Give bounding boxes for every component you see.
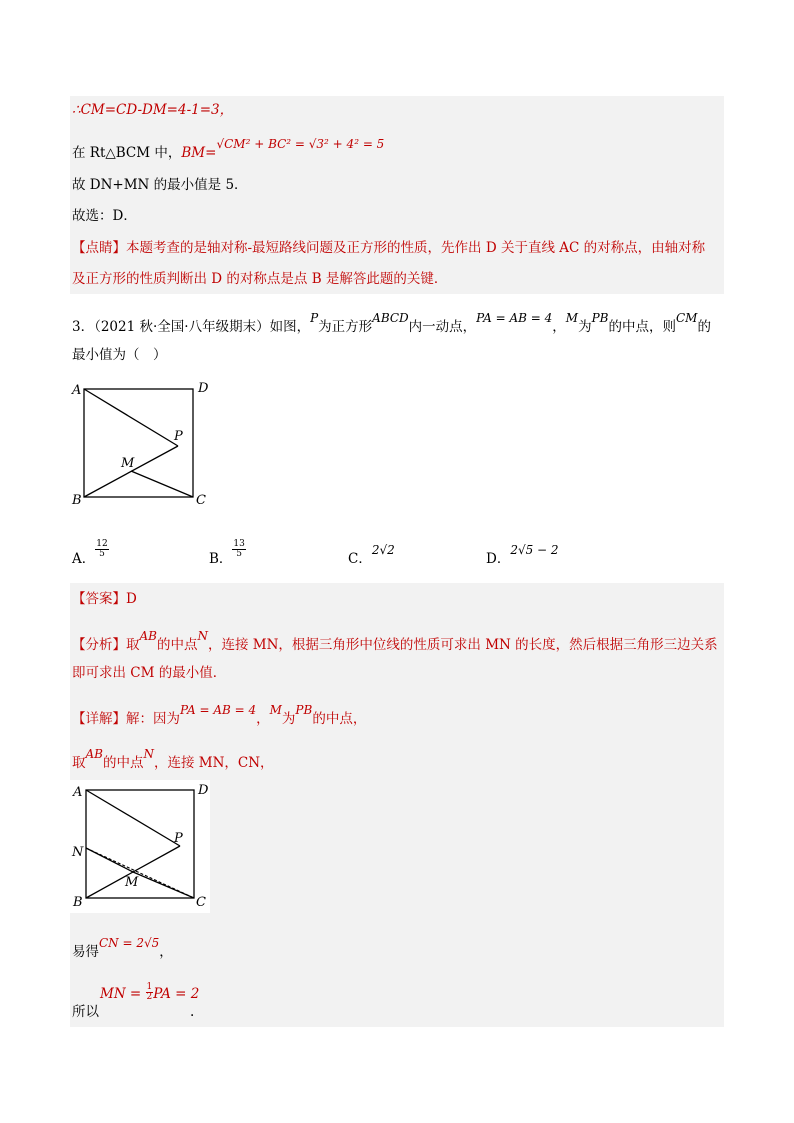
var-cm: CM	[676, 311, 698, 325]
answer-value: D	[126, 591, 137, 607]
var-m: M	[565, 311, 579, 325]
detail-tag: 【详解】	[72, 711, 126, 727]
label-p: P	[174, 429, 183, 444]
option-d-value: 2√5 − 2	[510, 543, 559, 557]
analysis-line-1	[72, 629, 718, 656]
option-a-num: 12	[96, 539, 108, 549]
comment-line-1	[72, 237, 705, 259]
detail-cn-line	[72, 936, 173, 963]
label-m: M	[121, 456, 135, 471]
label-b-2: B	[73, 895, 83, 910]
label-d-2: D	[198, 783, 209, 798]
detail-text-1: 解：因为	[126, 711, 180, 727]
detail-cn-eq: CN = 2√5	[99, 936, 160, 950]
analysis-text-1: 取	[126, 637, 140, 653]
detail-l2-var-ab: AB	[85, 747, 103, 761]
detail-easy-text: 易得	[72, 944, 99, 960]
detail-line-1	[72, 703, 367, 730]
option-b-fraction	[232, 540, 245, 559]
option-d-label: D．	[486, 551, 511, 567]
detail-mn-num: 1	[146, 982, 153, 992]
comment-line-2: 及正方形的性质判断出 D 的对称点是点 B 是解答此题的关键．	[72, 271, 448, 287]
detail-cn-comma: ，	[159, 944, 173, 960]
question-text-1: 为正方形	[318, 319, 373, 335]
detail-mn-den: 2	[146, 992, 153, 1002]
option-c-value: 2√2	[371, 543, 395, 557]
detail-line-2	[72, 747, 274, 774]
question-text-2: 内一动点，	[408, 319, 477, 335]
detail-l2-text-3: ，连接 MN，CN，	[153, 755, 274, 771]
label-n-2: N	[72, 845, 84, 860]
detail-text-2: ，	[256, 711, 270, 727]
label-m-2: M	[125, 875, 139, 890]
label-d: D	[198, 381, 209, 396]
analysis-var-n: N	[197, 629, 208, 643]
solution-line-4: 故选：D．	[72, 208, 137, 224]
question-line-1	[72, 311, 711, 338]
option-a-fraction	[95, 540, 108, 559]
detail-so-line	[72, 1001, 195, 1023]
label-c-2: C	[196, 895, 206, 910]
detail-mn-right: PA = 2	[153, 986, 200, 1002]
analysis-text-2: 的中点	[156, 637, 198, 653]
bm-formula: √CM² + BC² = √3² + 4² = 5	[216, 137, 385, 151]
detail-text-3: 为	[281, 711, 296, 727]
option-a	[72, 539, 109, 578]
option-b	[209, 539, 246, 578]
option-a-label: A．	[72, 551, 96, 567]
analysis-var-ab: AB	[139, 629, 157, 643]
option-b-num: 13	[233, 539, 245, 549]
option-c-label: C．	[348, 551, 372, 567]
option-b-den: 5	[236, 549, 243, 559]
eq-pa-ab: PA = AB = 4	[476, 311, 553, 325]
detail-l2-var-n: N	[143, 747, 154, 761]
label-c: C	[196, 493, 206, 508]
detail-mn-fraction	[146, 983, 154, 1002]
square-figure-1	[68, 378, 218, 513]
question-text-4: 的中点，则	[608, 319, 676, 335]
detail-l2-text-1: 取	[72, 755, 86, 771]
label-p-2: P	[174, 831, 183, 846]
analysis-line-2: 即可求出 CM 的最小值．	[72, 665, 227, 681]
option-c	[348, 543, 395, 570]
question-line-2: 最小值为（ ）	[72, 347, 167, 363]
option-b-label: B．	[209, 551, 233, 567]
comment-tag: 【点睛】	[72, 240, 126, 256]
detail-eq: PA = AB = 4	[180, 703, 257, 717]
label-a: A	[72, 383, 82, 398]
detail-var-m: M	[269, 703, 282, 717]
var-pb: PB	[591, 311, 609, 325]
comment-text-1: 本题考查的是轴对称-最短路线问题及正方形的性质，先作出 D 关于直线 AC 的对称点，由轴对称	[126, 240, 706, 256]
label-b: B	[72, 493, 82, 508]
bm-text: BM=	[181, 145, 217, 161]
square-figure-2	[70, 780, 210, 913]
analysis-tag: 【分析】	[72, 637, 126, 653]
rt-triangle-text: 在 Rt△BCM 中，	[72, 145, 182, 161]
detail-l2-text-2: 的中点	[102, 755, 144, 771]
solution-line-2	[72, 137, 385, 164]
detail-mn-formula	[100, 983, 199, 1005]
answer-tag: 【答案】	[72, 591, 126, 607]
var-p: P	[310, 311, 319, 325]
detail-mn-left: MN =	[100, 986, 146, 1002]
var-abcd: ABCD	[372, 311, 409, 325]
question-source: 3．（2021 秋·全国·八年级期末）如图，	[72, 319, 311, 335]
option-d	[486, 543, 559, 570]
detail-var-pb: PB	[295, 703, 313, 717]
detail-text-4: 的中点，	[312, 711, 367, 727]
option-a-den: 5	[99, 549, 105, 559]
solution-line-3: 故 DN+MN 的最小值是 5．	[72, 177, 248, 193]
detail-so-text: 所以	[72, 1004, 99, 1020]
solution-line-1: ∴CM=CD-DM=4-1=3，	[72, 102, 234, 118]
question-comma: ，	[552, 319, 566, 335]
analysis-text-3: ，连接 MN，根据三角形中位线的性质可求出 MN 的长度，然后根据三角形三边关系	[207, 637, 718, 653]
label-a-2: A	[73, 785, 83, 800]
answer-line	[72, 588, 137, 610]
question-text-3: 为	[578, 319, 592, 335]
question-text-5: 的	[697, 319, 711, 335]
detail-period: .	[190, 1004, 195, 1020]
